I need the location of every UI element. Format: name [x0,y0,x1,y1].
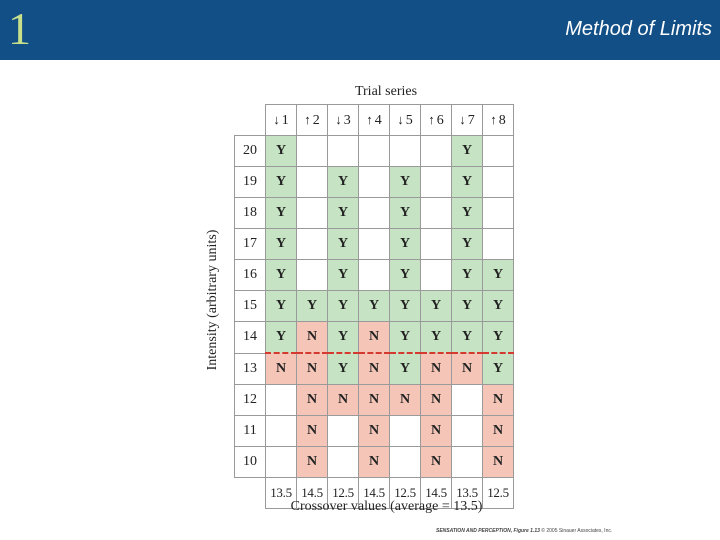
trial-number: 1 [281,112,289,128]
response-yes-cell: Y [483,353,514,385]
grid-corner [235,105,266,136]
trial-column-header [483,105,514,136]
trial-column-header [421,105,452,136]
response-no-cell: N [297,322,328,354]
response-no-cell: N [390,385,421,416]
arrow-up-icon: ↑ [304,111,311,127]
intensity-label: 10 [235,447,266,478]
empty-cell [421,136,452,167]
trial-column-header [390,105,421,136]
response-yes-cell: Y [452,136,483,167]
intensity-label: 18 [235,198,266,229]
response-yes-cell: Y [452,167,483,198]
empty-cell [483,198,514,229]
response-yes-cell: Y [421,291,452,322]
crossover-value: 14.5 [421,478,452,509]
figure-title: Trial series [354,84,418,99]
trial-number: 4 [374,112,382,128]
empty-cell [359,229,390,260]
response-no-cell: N [421,385,452,416]
response-no-cell: N [266,353,297,385]
y-axis-label: Intensity (arbitrary units) [205,229,220,371]
intensity-row [235,167,514,198]
credit-source: SENSATION AND PERCEPTION, Figure 1.13 [436,528,540,534]
response-yes-cell: Y [421,322,452,354]
empty-cell [452,447,483,478]
response-no-cell: N [297,385,328,416]
intensity-row [235,385,514,416]
response-yes-cell: Y [328,353,359,385]
empty-cell [390,136,421,167]
empty-cell [297,167,328,198]
response-no-cell: N [421,353,452,385]
empty-cell [359,260,390,291]
arrow-down-icon: ↓ [459,111,466,127]
response-yes-cell: Y [483,291,514,322]
response-no-cell: N [328,385,359,416]
trial-grid [234,104,514,509]
response-no-cell: N [297,416,328,447]
response-no-cell: N [359,447,390,478]
response-yes-cell: Y [266,229,297,260]
crossover-value: 12.5 [328,478,359,509]
intensity-label: 11 [235,416,266,447]
crossover-corner [235,478,266,509]
intensity-row [235,229,514,260]
empty-cell [359,198,390,229]
response-yes-cell: Y [266,198,297,229]
response-no-cell: N [421,416,452,447]
response-yes-cell: Y [390,198,421,229]
intensity-label: 14 [235,322,266,354]
empty-cell [421,260,452,291]
crossover-value: 12.5 [483,478,514,509]
empty-cell [452,385,483,416]
trial-number: 2 [312,112,320,128]
trial-number: 5 [405,112,413,128]
arrow-down-icon: ↓ [397,111,404,127]
slide-title: Method of Limits [565,18,712,40]
empty-cell [266,447,297,478]
arrow-up-icon: ↑ [366,111,373,127]
response-yes-cell: Y [390,260,421,291]
arrow-up-icon: ↑ [428,111,435,127]
trial-number: 3 [343,112,351,128]
empty-cell [359,167,390,198]
intensity-label: 17 [235,229,266,260]
response-yes-cell: Y [483,260,514,291]
figure-caption: Crossover values (average = 13.5) [290,499,483,514]
response-yes-cell: Y [390,167,421,198]
intensity-row [235,353,514,385]
response-no-cell: N [359,322,390,354]
slide-number: 1 [8,3,31,54]
figure-credit [436,528,612,534]
response-yes-cell: Y [452,260,483,291]
empty-cell [359,136,390,167]
empty-cell [421,167,452,198]
response-no-cell: N [297,353,328,385]
response-yes-cell: Y [328,198,359,229]
trial-number: 7 [467,112,475,128]
intensity-label: 15 [235,291,266,322]
empty-cell [297,136,328,167]
credit-copyright: © 2005 Sinauer Associates, Inc. [539,528,613,534]
response-yes-cell: Y [390,353,421,385]
response-yes-cell: Y [328,291,359,322]
intensity-row [235,136,514,167]
response-yes-cell: Y [266,260,297,291]
empty-cell [297,260,328,291]
intensity-label: 13 [235,353,266,385]
empty-cell [328,136,359,167]
trial-column-header [359,105,390,136]
response-yes-cell: Y [266,291,297,322]
empty-cell [421,229,452,260]
method-of-limits-figure [200,80,700,540]
response-yes-cell: Y [328,229,359,260]
intensity-label: 12 [235,385,266,416]
empty-cell [328,447,359,478]
intensity-label: 20 [235,136,266,167]
arrow-down-icon: ↓ [335,111,342,127]
response-no-cell: N [483,416,514,447]
response-yes-cell: Y [266,136,297,167]
intensity-row [235,198,514,229]
empty-cell [390,447,421,478]
slide-header [0,0,720,60]
trial-number: 8 [498,112,506,128]
empty-cell [483,229,514,260]
crossover-value: 13.5 [266,478,297,509]
response-yes-cell: Y [452,229,483,260]
arrow-up-icon: ↑ [490,111,497,127]
empty-cell [297,198,328,229]
response-no-cell: N [452,353,483,385]
empty-cell [483,167,514,198]
response-yes-cell: Y [452,291,483,322]
response-yes-cell: Y [328,260,359,291]
response-yes-cell: Y [328,167,359,198]
empty-cell [421,198,452,229]
trial-column-header [452,105,483,136]
empty-cell [266,385,297,416]
intensity-row [235,291,514,322]
response-yes-cell: Y [266,322,297,354]
response-yes-cell: Y [359,291,390,322]
response-no-cell: N [297,447,328,478]
empty-cell [483,136,514,167]
trial-column-header [328,105,359,136]
trial-column-header [297,105,328,136]
empty-cell [266,416,297,447]
response-yes-cell: Y [390,229,421,260]
intensity-row [235,447,514,478]
empty-cell [297,229,328,260]
column-header-row [235,105,514,136]
crossover-value: 14.5 [297,478,328,509]
response-yes-cell: Y [390,322,421,354]
response-no-cell: N [483,447,514,478]
crossover-value: 12.5 [390,478,421,509]
intensity-label: 16 [235,260,266,291]
response-yes-cell: Y [328,322,359,354]
crossover-value: 14.5 [359,478,390,509]
response-yes-cell: Y [452,198,483,229]
response-no-cell: N [359,353,390,385]
empty-cell [328,416,359,447]
intensity-row [235,260,514,291]
response-no-cell: N [483,385,514,416]
intensity-row [235,322,514,354]
trial-number: 6 [436,112,444,128]
response-yes-cell: Y [452,322,483,354]
response-no-cell: N [359,416,390,447]
arrow-down-icon: ↓ [273,111,280,127]
response-yes-cell: Y [483,322,514,354]
intensity-label: 19 [235,167,266,198]
response-no-cell: N [421,447,452,478]
response-yes-cell: Y [390,291,421,322]
crossover-value: 13.5 [452,478,483,509]
empty-cell [452,416,483,447]
response-yes-cell: Y [297,291,328,322]
intensity-row [235,416,514,447]
response-no-cell: N [359,385,390,416]
empty-cell [390,416,421,447]
response-yes-cell: Y [266,167,297,198]
trial-column-header [266,105,297,136]
